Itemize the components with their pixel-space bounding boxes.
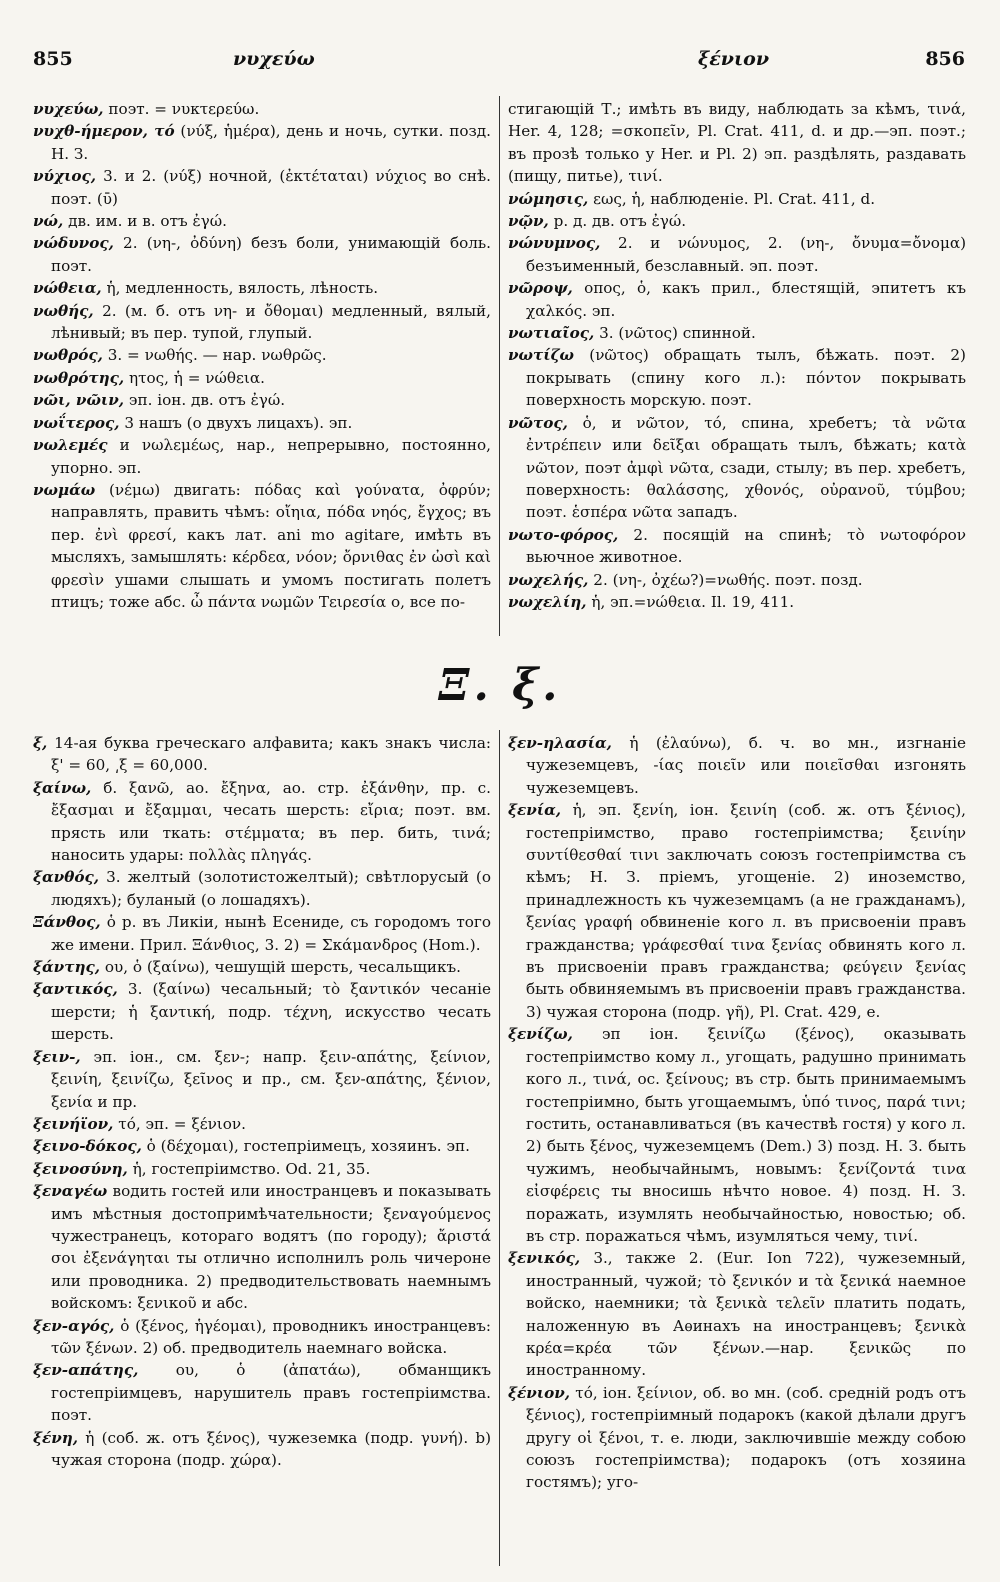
entry-headword: ξανθός,: [33, 868, 100, 887]
dictionary-entry: [508, 277, 966, 322]
entry-definition: эп іон. ξεινίζω (ξένος), оказывать гостепріимство кому л., угощать, радушно принимать кого л., τινά, ос. ξείνους; въ стр. быть принимаемымъ гостепріимно, быть угощаемымъ, ὑπό τινος, παρά τινι; гостить, останавливаться (въ качествѣ гостя) у кого л. 2) быть ξένος, чужеземцемъ (Dem.) 3) позд. Н. З. быть чужимъ, необычайнымъ, новымъ: ξενίζοντά τινα εἰσφέρεις ты вносишь нѣчто новое. 4) позд. Н. З. поражать, изумлять необычайностью, новостью; об. въ стр. поражаться чѣмъ, изумляться чему, τινί.: [526, 1025, 966, 1245]
entry-definition: 2. (νη-, ὀδύνη) безъ боли, унимающій боль. поэт.: [51, 234, 491, 275]
dictionary-entry: [33, 732, 491, 777]
dictionary-entry: [508, 1247, 966, 1381]
column-bottom-right: [508, 732, 966, 1562]
entry-definition: εως, ἡ, наблюденіе. Pl. Crat. 411, d.: [588, 189, 876, 208]
entry-definition: ἡ, эп.=νώθεια. Il. 19, 411.: [586, 592, 795, 611]
dictionary-entry: [508, 322, 966, 344]
dictionary-entry: [508, 591, 966, 613]
dictionary-entry: [508, 799, 966, 1023]
entry-headword: ξεναγέω: [33, 1182, 108, 1201]
column-divider-bottom: [499, 730, 500, 1566]
entry-headword: νυχεύω,: [33, 100, 104, 118]
entry-headword: νῶροψ,: [508, 279, 573, 298]
entry-headword: νωτιαῖος,: [508, 324, 595, 343]
dictionary-entry: [33, 165, 491, 210]
entry-headword: ξεινήϊον,: [33, 1114, 114, 1133]
entry-headword: νυχθ-ήμερον, τό: [33, 122, 175, 141]
entry-definition: (νῶτος) обращать тылъ, бѣжать. поэт. 2) покрывать (спину кого л.): πόντον покрывать поверхность морскую. поэт.: [526, 346, 966, 410]
entry-definition: ὁ р. въ Ликіи, нынѣ Есениде, съ городомъ того же имени. Прил. Ξάνθιος, 3. 2) = Σκάμανδρος (Hom.).: [51, 913, 491, 954]
dictionary-entry: [508, 412, 966, 524]
dictionary-entry: [33, 911, 491, 956]
dictionary-entry: [508, 188, 966, 210]
entry-definition: дв. им. и в. отъ ἐγώ.: [63, 212, 227, 231]
dictionary-entry: [33, 777, 491, 867]
header-word-right: ξένιον: [698, 48, 770, 70]
page-number-right: 856: [925, 48, 965, 70]
entry-definition: эп. іон., см. ξεν-; напр. ξειν-απάτης, ξείνιον, ξεινίη, ξεινίζω, ξεῖνος и пр., см. ξεν-απάτης, ξένιον, ξενία и пр.: [51, 1047, 491, 1111]
section-letter-heading: Ξ. ξ.: [438, 660, 562, 711]
dictionary-entry: [508, 1382, 966, 1494]
entry-headword: νωτο-φόρος,: [508, 525, 619, 544]
entry-definition: водить гостей или иностранцевъ и показывать имъ мѣстныя достопримѣчательности; ξεναγούμενος чужестранецъ, котораго водятъ (по городу); ἄριστά σοι ἐξενάγηται ты отлично исполнилъ роль чичероне или проводника. 2) предводительствовать наемнымъ войскомъ: ξενικοῦ и абс.: [51, 1182, 491, 1313]
entry-headword: νωθρός,: [33, 346, 103, 365]
entry-headword: νῶι, νῶιν,: [33, 391, 125, 410]
entry-definition: 3. (νῶτος) спинной.: [594, 324, 756, 343]
entry-headword: νωθρότης,: [33, 368, 125, 387]
entry-definition: 3 нашъ (о двухъ лицахъ). эп.: [119, 413, 353, 432]
dictionary-entry: [33, 412, 491, 434]
entry-headword: ξένη,: [33, 1428, 79, 1447]
entry-headword: ξενικός,: [508, 1249, 581, 1268]
dictionary-entry: [508, 569, 966, 591]
dictionary-entry: [33, 120, 491, 165]
entry-headword: ξαίνω,: [33, 778, 92, 797]
entry-definition: ἡ, гостепріимство. Od. 21, 35.: [127, 1159, 371, 1178]
entry-headword: νωλεμές: [33, 436, 108, 455]
page-number-left: 855: [33, 48, 73, 70]
dictionary-entry: [508, 344, 966, 411]
entry-definition: 3., также 2. (Eur. Ion 722), чужеземный, иностранный, чужой; τὸ ξενικόν и τὰ ξενικά наемное войско, наемники; τὰ ξενικὰ τελεῖν платить подать, наложенную въ Аѳинахъ на иностранцевъ; ξενικὰ κρέα=κρέα τῶν ξένων.—нар. ξενικῶς по иностранному.: [526, 1249, 966, 1380]
dictionary-entry: [33, 1427, 491, 1472]
entry-definition: 3. = νωθής. — нар. νωθρῶς.: [102, 346, 327, 365]
column-top-right: [508, 98, 966, 628]
dictionary-entry: [33, 1158, 491, 1180]
dictionary-entry: [33, 1359, 491, 1426]
column-divider-top: [499, 96, 500, 636]
entry-headword: ξεν-ηλασία,: [508, 734, 612, 752]
dictionary-entry: [508, 732, 966, 799]
entry-definition: ἡ, эп. ξενίη, іон. ξεινίη (соб. ж. отъ ξένιος), гостепріимство, право гостепріимства; ξεινίην συντίθεσθαί τινι заключать союзъ гостепріимства съ кѣмъ; Н. З. пріемъ, угощеніе. 2) иноземство, принадлежность къ чужеземцамъ (а не гражданамъ), ξενίας γραφή обвиненіе кого л. въ присвоеніи правъ гражданства; γράφεσθαί τινα ξενίας обвинять кого л. въ присвоеніи правъ гражданства; φεύγειν ξενίας быть обвиняемымъ въ присвоеніи правъ гражданства. 3) чужая сторона (подр. γῆ), Pl. Crat. 429, e.: [526, 801, 966, 1021]
entry-definition: 14-ая буква греческаго алфавита; какъ знакъ числа: ξ' = 60, ͵ξ = 60,000.: [47, 734, 491, 775]
dictionary-entry: [508, 232, 966, 277]
entry-definition: τό, іон. ξείνιον, об. во мн. (соб. средній родъ отъ ξένιος), гостепріимный подарокъ (какой дѣлали другъ другу οἱ ξένοι, т. е. люди, заключившіе между собою союзъ гостепріимства); подарокъ (отъ хозяина гостямъ); уго-: [526, 1383, 966, 1492]
entry-headword: ξεινο-δόκος,: [33, 1137, 142, 1156]
entry-headword: νωχελίη,: [508, 592, 587, 611]
entry-headword: ξεν-απάτης,: [33, 1361, 139, 1380]
dictionary-entry: [508, 1023, 966, 1247]
dictionary-entry: [33, 210, 491, 232]
entry-definition: ὁ (δέχομαι), гостепріимецъ, хозяинъ. эп.: [141, 1137, 470, 1156]
entry-definition: 3. и 2. (νύξ) ночной, (ἐκτέταται) νύχιος во снѣ. поэт. (ῡ): [51, 167, 491, 208]
dictionary-entry: [33, 344, 491, 366]
entry-headword: ξενία,: [508, 801, 562, 820]
entry-definition: поэт. = νυκτερεύω.: [103, 100, 260, 118]
dictionary-entry: [33, 1315, 491, 1360]
entry-headword: νώθεια,: [33, 279, 102, 298]
header-word-left: νυχεύω: [233, 48, 315, 70]
entry-definition: 2. (νη-, ὀχέω?)=νωθής. поэт. позд.: [588, 570, 863, 589]
entry-headword: νύχιος,: [33, 167, 97, 186]
entry-headword: νῶτος,: [508, 413, 568, 432]
entry-definition: 2. (м. б. отъ νη- и ὄθομαι) медленный, вялый, лѣнивый; въ пер. тупой, глупый.: [51, 301, 491, 343]
entry-headword: νωχελής,: [508, 570, 589, 589]
dictionary-entry: [33, 389, 491, 411]
entry-definition: ὁ, и νῶτον, τό, спина, хребетъ; τὰ νῶτα ἐντρέπειν или δεῖξαι обращать тылъ, бѣжать; κατὰ νῶτον, поэт ἀμφὶ νῶτα, сзади, стылу; въ пер. хребетъ, поверхность: θαλάσσης, χθονός, οὐρανοῦ, τύμβου; поэт. ἑσπέρα νῶτα западъ.: [526, 413, 966, 522]
entry-headword: νώμησις,: [508, 189, 589, 208]
entry-headword: ξένιον,: [508, 1383, 571, 1402]
dictionary-entry: [33, 866, 491, 911]
entry-headword: Ξάνθος,: [33, 913, 101, 932]
entry-headword: νώ,: [33, 212, 64, 231]
dictionary-entry: [33, 1046, 491, 1113]
entry-definition: οπος, ὁ, какъ прил., блестящій, эпитетъ къ χαλκός. эп.: [526, 279, 966, 320]
entry-headword: νώδυνος,: [33, 234, 114, 253]
dictionary-entry: [33, 367, 491, 389]
dictionary-entry: [33, 1180, 491, 1314]
entry-definition: стигающій Т.; имѣть въ виду, наблюдать за кѣмъ, τινά, Her. 4, 128; =σκοπεῖν, Pl. Crat. 411, d. и др.—эп. поэт.; въ прозѣ только у Her. и Pl. 2) эп. раздѣлять, раздавать (пищу, питье), τινί.: [508, 100, 966, 186]
entry-definition: τό, эп. = ξένιον.: [113, 1114, 246, 1133]
entry-headword: ξενίζω,: [508, 1025, 573, 1044]
entry-definition: р. д. дв. отъ ἐγώ.: [548, 212, 687, 231]
dictionary-entry: [33, 434, 491, 479]
entry-definition: эп. іон. дв. отъ ἐγώ.: [124, 391, 286, 410]
entry-definition: ἡ (ἐλαύνω), б. ч. во мн., изгнаніе чужеземцевъ, -ίας ποιεῖν или ποιεῖσθαι изгонять чужеземцевъ.: [526, 734, 966, 797]
entry-headword: νώνυμνος,: [508, 234, 601, 253]
column-top-left: [33, 98, 491, 628]
dictionary-entry: [33, 1113, 491, 1135]
column-bottom-left: [33, 732, 491, 1562]
entry-headword: ξεν-αγός,: [33, 1316, 115, 1335]
dictionary-entry: [508, 98, 966, 188]
entry-definition: ὁ (ξένος, ἡγέομαι), проводникъ иностранцевъ: τῶν ξένων. 2) об. предводитель наемнаго войска.: [51, 1316, 491, 1357]
dictionary-entry: [33, 232, 491, 277]
entry-definition: 2. посящій на спинѣ; τὸ νωτοφόρον вьючное животное.: [526, 525, 966, 567]
entry-definition: 3. желтый (золотистожелтый); свѣтлорусый (о людяхъ); буланый (о лошадяхъ).: [51, 868, 491, 909]
dictionary-entry: [508, 524, 966, 569]
entry-definition: 2. и νώνυμος, 2. (νη-, ὄνυμα=ὄνομα) безъименный, безславный. эп. поэт.: [526, 234, 966, 275]
entry-headword: ξ,: [33, 734, 48, 752]
entry-definition: ἡ, медленность, вялость, лѣность.: [101, 279, 379, 298]
entry-headword: ξάντης,: [33, 958, 101, 977]
entry-headword: νωμάω: [33, 480, 96, 499]
entry-definition: 3. (ξαίνω) чесальный; τὸ ξαντικόν чесаніе шерсти; ἡ ξαντική, подр. τέχνη, искусство чесать шерсть.: [51, 980, 491, 1044]
dictionary-entry: [33, 300, 491, 345]
entry-definition: и νωλεμέως, нар., непрерывно, постоянно, упорно. эп.: [51, 436, 491, 477]
entry-definition: ου, ὁ (ἀπατάω), обманщикъ гостепріимцевъ, нарушитель правъ гостепріимства. поэт.: [51, 1361, 491, 1425]
entry-definition: б. ξανῶ, ао. ἔξηνα, ао. стр. ἐξάνθην, пр. с. ἔξασμαι и ἔξαμμαι, чесать шерсть: εἴρια; поэт. вм. прясть или ткать: στέμματα; въ пер. бить, τινά; наносить удары: πολλὰς πληγάς.: [51, 778, 491, 865]
dictionary-entry: [33, 98, 491, 120]
dictionary-entry: [33, 479, 491, 613]
entry-headword: ξειν-,: [33, 1047, 81, 1066]
dictionary-entry: [33, 956, 491, 978]
entry-headword: ξεινοσύνη,: [33, 1159, 128, 1178]
entry-headword: νωθής,: [33, 301, 94, 320]
entry-headword: νῷν,: [508, 212, 549, 231]
entry-headword: ξαντικός,: [33, 980, 118, 999]
entry-headword: νωτίζω: [508, 346, 575, 365]
entry-definition: ητος, ἡ = νώθεια.: [124, 368, 265, 387]
entry-definition: ου, ὁ (ξαίνω), чешущій шерсть, чесальщикъ.: [100, 958, 461, 977]
entry-definition: ἡ (соб. ж. отъ ξένος), чужеземка (подр. γυνή). b) чужая сторона (подр. χώρα).: [51, 1428, 491, 1469]
dictionary-entry: [33, 277, 491, 299]
dictionary-entry: [33, 1135, 491, 1157]
entry-definition: (νέμω) двигать: πόδας καὶ γούνατα, ὀφρύν; направлять, править чѣмъ: οἴηια, πόδα νηός, ἔγχος; въ пер. ἐνὶ φρεσί, какъ лат. ani mo agitare, имѣть въ мысляхъ, замышлять: κέρδεα, νόον; ὄρνιθας ἐν ὠσὶ καὶ φρεσὶν ушами слышать и умомъ постигать полетъ птицъ; тоже абс. ὦ πάντα νωμῶν Τειρεσία о, все по-: [51, 480, 491, 611]
entry-definition: (νύξ, ἡμέρα), день и ночь, сутки. позд. Н. З.: [51, 122, 491, 163]
dictionary-entry: [33, 978, 491, 1045]
dictionary-entry: [508, 210, 966, 232]
running-header: [33, 48, 965, 82]
entry-headword: νωΐτερος,: [33, 413, 120, 432]
